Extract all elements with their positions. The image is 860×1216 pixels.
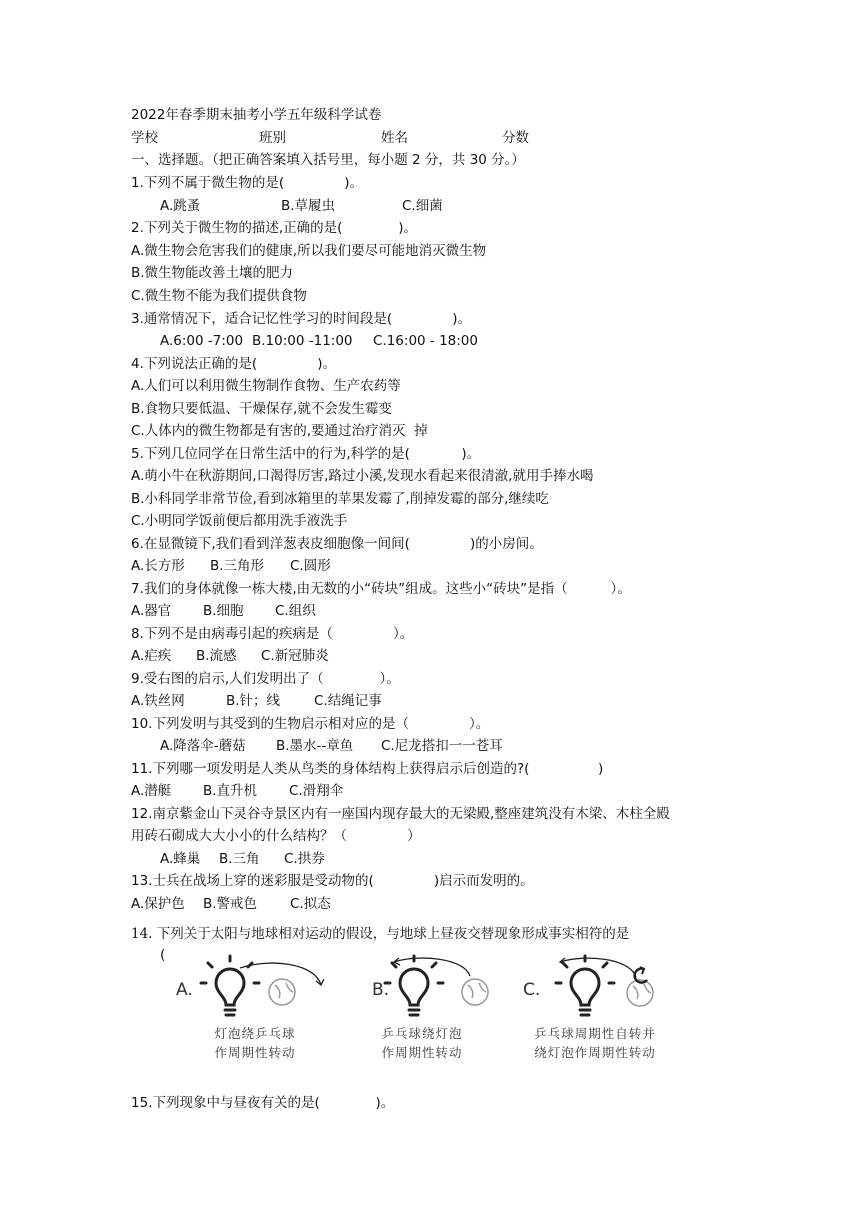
globe-icon	[462, 979, 488, 1005]
question-stem: 10.下列发明与其受到的生物启示相对应的是（ ）。	[131, 716, 490, 732]
name-label: 姓名	[381, 130, 408, 146]
option: B.警戒色	[203, 896, 258, 912]
option: A.微生物会危害我们的健康,所以我们要尽可能地消灭微生物	[131, 243, 487, 259]
globe-icon	[269, 979, 295, 1005]
ball-orbits-bulb-diagram	[384, 955, 524, 1025]
option: B.10:00 -11:00	[252, 333, 353, 349]
orbit-arrow	[240, 963, 321, 985]
question-stem: 15.下列现象中与昼夜有关的是( )。	[131, 1095, 395, 1111]
option: A.器官	[131, 603, 172, 619]
question-stem: 5.下列几位同学在日常生活中的行为,科学的是( )。	[131, 446, 481, 462]
exam-title: 2022年春季期末抽考小学五年级科学试卷	[131, 107, 382, 123]
question-stem: 7.我们的身体就像一栋大楼,由无数的小“砖块”组成。这些小“砖块”是指（ ）。	[131, 581, 631, 597]
option: A.保护色	[131, 896, 185, 912]
option: A.铁丝网	[131, 693, 185, 709]
globe-icon	[627, 980, 653, 1006]
option: A.长方形	[131, 558, 185, 574]
diagram-caption-line: 作周期性转动	[214, 1045, 296, 1060]
diagram-caption-line: 灯泡绕乒乓球	[214, 1026, 296, 1041]
option: C.圆形	[290, 558, 331, 574]
option: B.流感	[196, 648, 237, 664]
option-letter: A.	[176, 980, 193, 1000]
option: B.直升机	[203, 783, 258, 799]
question-stem: 11.下列哪一项发明是人类从鸟类的身体结构上获得启示后创造的?( )	[131, 761, 604, 777]
question-stem: 4.下列说法正确的是( )。	[131, 356, 336, 372]
question-stem: 8.下列不是由病毒引起的疾病是（ ）。	[131, 626, 414, 642]
option: B.微生物能改善土壤的肥力	[131, 265, 294, 281]
option: A.蜂巢	[160, 851, 201, 867]
ball-rotates-and-orbits-diagram	[540, 955, 680, 1025]
option: C.小明同学饭前便后都用洗手液洗手	[131, 513, 348, 529]
question-stem: 12.南京紫金山下灵谷寺景区内有一座国内现存最大的无梁殿,整座建筑没有木梁、木柱全殿	[131, 806, 670, 822]
option-letter: B.	[372, 980, 390, 1000]
option: C.结绳记事	[314, 693, 382, 709]
diagram-caption-line: 作周期性转动	[381, 1045, 463, 1060]
score-label: 分数	[502, 130, 529, 146]
answer-paren: (	[160, 947, 166, 963]
option: C.16:00 - 18:00	[373, 333, 478, 349]
question-stem: 1.下列不属于微生物的是( )。	[131, 175, 363, 191]
question-stem: 13.士兵在战场上穿的迷彩服是受动物的( )启示而发明的。	[131, 873, 534, 889]
option: B.食物只要低温、干燥保存,就不会发生霉变	[131, 401, 392, 417]
orbit-arrow	[560, 958, 636, 977]
option: C.尼龙搭扣一一苍耳	[381, 738, 503, 754]
option: B.细胞	[203, 603, 244, 619]
diagram-caption-line: 绕灯泡作周期性转动	[534, 1045, 656, 1060]
question-stem: 9.受右图的启示,人们发明出了（ ）。	[131, 671, 400, 687]
question-stem: 14. 下列关于太阳与地球相对运动的假设，与地球上昼夜交替现象形成事实相符的是	[131, 926, 630, 942]
question-stem: 6.在显微镜下,我们看到洋葱表皮细胞像一间间( )的小房间。	[131, 536, 543, 552]
option: C.细菌	[402, 198, 443, 214]
option: A.萌小牛在秋游期间,口渴得厉害,路过小溪,发现水看起来很清澈,就用手捧水喝	[131, 468, 594, 484]
option-letter: C.	[523, 980, 541, 1000]
section-heading: 一、选择题。（把正确答案填入括号里，每小题 2 分，共 30 分。）	[131, 152, 525, 168]
option: A.6:00 -7:00	[160, 333, 244, 349]
option: A.跳蚤	[160, 198, 201, 214]
bulb-orbits-ball-diagram	[200, 955, 340, 1025]
option: A.潜艇	[131, 783, 172, 799]
option: C.组织	[275, 603, 316, 619]
question-stem: 2.下列关于微生物的描述,正确的是( )。	[131, 220, 417, 236]
class-label: 班别	[259, 130, 286, 146]
option: A.疟疾	[131, 648, 172, 664]
option: C.滑翔伞	[289, 783, 344, 799]
option: C.拟态	[290, 896, 331, 912]
option: C.微生物不能为我们提供食物	[131, 288, 307, 304]
question-stem: 3.通常情况下，适合记忆性学习的时间段是( )。	[131, 311, 471, 327]
option: B.小科同学非常节俭,看到冰箱里的苹果发霉了,削掉发霉的部分,继续吃	[131, 491, 549, 507]
option: B.三角	[219, 851, 260, 867]
option: B.草履虫	[281, 198, 336, 214]
diagram-caption-line: 乒乓球绕灯泡	[381, 1026, 463, 1041]
option: B.墨水--章鱼	[276, 738, 354, 754]
option: C.人体内的微生物都是有害的,要通过治疗消灭 掉	[131, 423, 428, 439]
option: C.新冠肺炎	[261, 648, 329, 664]
option: B.三角形	[210, 558, 265, 574]
question-stem-cont: 用砖石砌成大大小小的什么结构？（ ）	[131, 828, 421, 844]
diagram-caption-line: 乒乓球周期性自转并	[534, 1026, 656, 1041]
school-label: 学校	[131, 130, 158, 146]
option: C.拱券	[284, 851, 325, 867]
option: B.针；线	[226, 693, 281, 709]
option: A.降落伞-蘑菇	[160, 738, 246, 754]
option: A.人们可以利用微生物制作食物、生产农药等	[131, 378, 401, 394]
lightbulb-icon	[385, 956, 443, 1015]
